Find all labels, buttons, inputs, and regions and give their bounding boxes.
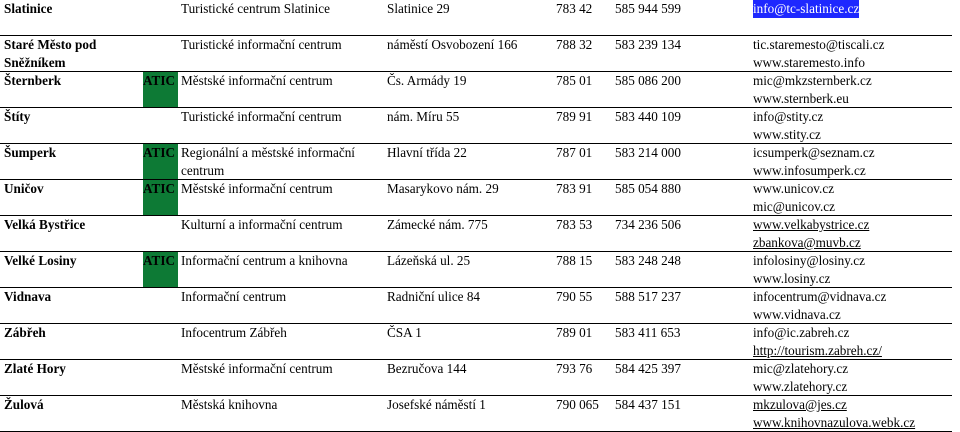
table-row <box>0 108 960 144</box>
town-name: Velké Losiny <box>4 253 77 268</box>
town-name: Staré Město pod Sněžníkem <box>4 37 97 70</box>
postal-code: 783 53 <box>556 217 593 232</box>
contact-links <box>753 108 823 144</box>
address: Čs. Armády 19 <box>387 73 467 88</box>
web-link[interactable]: www.zlatehory.cz <box>753 379 848 394</box>
phone-number: 583 239 134 <box>615 37 681 52</box>
contact-links <box>753 396 915 432</box>
phone-number: 585 086 200 <box>615 73 681 88</box>
phone-number: 583 214 000 <box>615 145 681 160</box>
address: Radniční ulice 84 <box>387 289 481 304</box>
town-name: Vidnava <box>4 289 52 304</box>
phone-number: 588 517 237 <box>615 289 681 304</box>
postal-code: 788 15 <box>556 253 593 268</box>
postal-code: 790 55 <box>556 289 593 304</box>
table-row <box>0 216 960 252</box>
phone-number: 583 440 109 <box>615 109 681 124</box>
email-link[interactable]: info@stity.cz <box>753 109 824 124</box>
table-row <box>0 144 960 180</box>
web-link[interactable]: www.losiny.cz <box>753 271 831 286</box>
contact-links <box>753 360 848 396</box>
atic-badge: ATIC <box>143 180 178 215</box>
centre-name: Městská knihovna <box>181 397 278 412</box>
atic-badge: ATIC <box>143 252 178 287</box>
email-link[interactable]: mic@unicov.cz <box>753 199 835 214</box>
contact-links <box>753 216 869 252</box>
contact-links <box>753 36 885 72</box>
address: Masarykovo nám. 29 <box>387 181 499 196</box>
town-name: Zábřeh <box>4 325 46 340</box>
table-row <box>0 360 960 396</box>
centre-name: Regionální a městské informační centrum <box>181 145 355 178</box>
postal-code: 789 01 <box>556 325 593 340</box>
email-link[interactable]: zbankova@muvb.cz <box>753 235 861 250</box>
web-link[interactable]: www.vidnava.cz <box>753 307 841 322</box>
address: Slatinice 29 <box>387 1 450 16</box>
web-link[interactable]: www.unicov.cz <box>753 181 835 196</box>
email-link[interactable]: mkzulova@jes.cz <box>753 397 847 412</box>
address: Lázeňská ul. 25 <box>387 253 471 268</box>
centre-name: Infocentrum Zábřeh <box>181 325 287 340</box>
postal-code: 789 91 <box>556 109 593 124</box>
atic-badge: ATIC <box>143 72 178 107</box>
address: nám. Míru 55 <box>387 109 460 124</box>
email-link[interactable]: icsumperk@seznam.cz <box>753 145 875 160</box>
phone-number: 584 425 397 <box>615 361 681 376</box>
centre-name: Kulturní a informační centrum <box>181 217 343 232</box>
town-name: Slatinice <box>4 1 53 16</box>
contact-links <box>753 288 886 324</box>
contact-links <box>753 324 882 360</box>
table-row <box>0 72 960 108</box>
table-row <box>0 0 960 36</box>
table-row <box>0 324 960 360</box>
email-link[interactable]: infolosiny@losiny.cz <box>753 253 866 268</box>
table-row <box>0 288 960 324</box>
web-link[interactable]: http://tourism.zabreh.cz/ <box>753 343 882 358</box>
address: Josefské náměstí 1 <box>387 397 486 412</box>
contact-links <box>753 180 835 216</box>
email-link[interactable]: mic@zlatehory.cz <box>753 361 849 376</box>
email-link[interactable]: mic@mkzsternberk.cz <box>753 73 872 88</box>
centre-name: Informační centrum <box>181 289 287 304</box>
postal-code: 787 01 <box>556 145 593 160</box>
web-link[interactable]: www.infosumperk.cz <box>753 163 866 178</box>
table-row <box>0 180 960 216</box>
web-link[interactable]: www.velkabystrice.cz <box>753 217 870 232</box>
centre-name: Turistické informační centrum <box>181 109 342 124</box>
email-link[interactable]: tic.staremesto@tiscali.cz <box>753 37 885 52</box>
address: ČSA 1 <box>387 325 422 340</box>
web-link[interactable]: www.staremesto.info <box>753 55 865 70</box>
postal-code: 793 76 <box>556 361 593 376</box>
email-link[interactable]: info@tc-slatinice.cz <box>753 1 860 16</box>
postal-code: 783 91 <box>556 181 593 196</box>
email-link[interactable]: infocentrum@vidnava.cz <box>753 289 887 304</box>
town-name: Velká Bystřice <box>4 217 86 232</box>
address: Bezručova 144 <box>387 361 467 376</box>
postal-code: 790 065 <box>556 397 599 412</box>
centre-name: Informační centrum a knihovna <box>181 253 348 268</box>
centre-name: Městské informační centrum <box>181 361 333 376</box>
postal-code: 783 42 <box>556 1 593 16</box>
phone-number: 583 411 653 <box>615 325 681 340</box>
phone-number: 583 248 248 <box>615 253 681 268</box>
centre-name: Městské informační centrum <box>181 181 333 196</box>
town-name: Štíty <box>4 109 31 124</box>
phone-number: 584 437 151 <box>615 397 681 412</box>
contact-links <box>753 144 875 180</box>
table-row <box>0 252 960 288</box>
atic-badge: ATIC <box>143 144 178 179</box>
contact-links <box>753 0 859 18</box>
contact-links <box>753 72 872 108</box>
contact-links <box>753 252 865 288</box>
town-name: Šumperk <box>4 145 57 160</box>
email-link[interactable]: info@ic.zabreh.cz <box>753 325 850 340</box>
table-row <box>0 36 960 72</box>
phone-number: 585 944 599 <box>615 1 681 16</box>
phone-number: 585 054 880 <box>615 181 681 196</box>
postal-code: 785 01 <box>556 73 593 88</box>
postal-code: 788 32 <box>556 37 593 52</box>
address: Hlavní třída 22 <box>387 145 467 160</box>
centre-name: Turistické informační centrum <box>181 37 342 52</box>
centre-name: Městské informační centrum <box>181 73 333 88</box>
web-link[interactable]: www.sternberk.eu <box>753 91 849 106</box>
town-name: Šternberk <box>4 73 62 88</box>
phone-number: 734 236 506 <box>615 217 681 232</box>
table-row <box>0 396 960 432</box>
web-link[interactable]: www.knihovnazulova.webk.cz <box>753 415 916 430</box>
town-name: Uničov <box>4 181 44 196</box>
town-name: Zlaté Hory <box>4 361 66 376</box>
web-link[interactable]: www.stity.cz <box>753 127 821 142</box>
town-name: Žulová <box>4 397 44 412</box>
address: Zámecké nám. 775 <box>387 217 488 232</box>
address: náměstí Osvobození 166 <box>387 37 518 52</box>
centre-name: Turistické centrum Slatinice <box>181 1 330 16</box>
